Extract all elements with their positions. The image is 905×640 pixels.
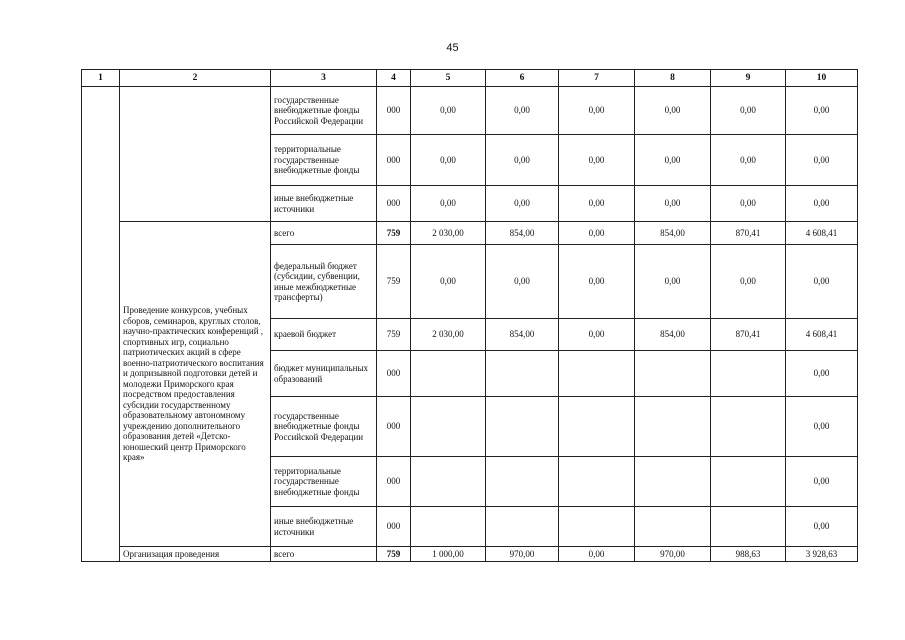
budget-table [81, 69, 858, 562]
value-cell: 0,00 [786, 135, 858, 186]
value-cell: 2 030,00 [411, 319, 486, 351]
table-row [82, 87, 858, 135]
value-cell [711, 351, 786, 397]
funding-source: всего [271, 222, 377, 245]
value-cell: 0,00 [559, 222, 635, 245]
value-cell: 970,00 [635, 547, 711, 562]
value-cell: 0,00 [786, 186, 858, 222]
value-cell: 970,00 [486, 547, 559, 562]
value-cell: 0,00 [486, 186, 559, 222]
code-cell: 759 [377, 222, 411, 245]
value-cell: 0,00 [786, 507, 858, 547]
value-cell: 0,00 [559, 186, 635, 222]
value-cell: 0,00 [711, 87, 786, 135]
value-cell: 0,00 [486, 87, 559, 135]
value-cell: 0,00 [411, 186, 486, 222]
code-cell: 000 [377, 135, 411, 186]
header-cell: 5 [411, 70, 486, 87]
value-cell: 0,00 [559, 245, 635, 319]
value-cell [711, 457, 786, 507]
funding-source: федеральный бюджет (субсидии, субвенции, иные межбюджетные трансферты) [271, 245, 377, 319]
value-cell: 0,00 [411, 245, 486, 319]
value-cell: 4 608,41 [786, 222, 858, 245]
value-cell [486, 351, 559, 397]
activity-description [120, 87, 271, 222]
value-cell: 0,00 [559, 87, 635, 135]
value-cell: 854,00 [486, 222, 559, 245]
value-cell: 1 000,00 [411, 547, 486, 562]
value-cell: 854,00 [486, 319, 559, 351]
value-cell: 0,00 [635, 87, 711, 135]
code-cell: 000 [377, 397, 411, 457]
header-cell: 9 [711, 70, 786, 87]
value-cell [711, 507, 786, 547]
funding-source: всего [271, 547, 377, 562]
header-cell: 10 [786, 70, 858, 87]
value-cell: 0,00 [559, 319, 635, 351]
code-cell: 000 [377, 351, 411, 397]
value-cell [559, 457, 635, 507]
value-cell: 0,00 [635, 245, 711, 319]
value-cell [486, 457, 559, 507]
funding-source: государственные внебюджетные фонды Российской Федерации [271, 397, 377, 457]
header-row [82, 70, 858, 87]
activity-description: Проведение конкурсов, учебных сборов, семинаров, круглых столов, научно-практических конференций , спортивных игр, социально патриотических акций в сфере военно-патриотического воспитания и допризывной подготовки детей и молодежи Приморского края посредством предоставления субсидии государственному образовательному автономному учреждению дополнительного образования детей «Детско-юношеский центр Приморского края» [120, 222, 271, 547]
value-cell: 0,00 [711, 135, 786, 186]
value-cell [411, 397, 486, 457]
value-cell: 0,00 [786, 351, 858, 397]
value-cell: 854,00 [635, 222, 711, 245]
funding-source: бюджет муниципальных образований [271, 351, 377, 397]
value-cell [486, 507, 559, 547]
value-cell: 2 030,00 [411, 222, 486, 245]
value-cell: 0,00 [635, 135, 711, 186]
value-cell: 0,00 [411, 135, 486, 186]
value-cell: 0,00 [486, 245, 559, 319]
value-cell: 0,00 [786, 87, 858, 135]
activity-description: Организация проведения [120, 547, 271, 562]
header-cell: 3 [271, 70, 377, 87]
value-cell: 0,00 [559, 135, 635, 186]
value-cell [635, 457, 711, 507]
value-cell: 870,41 [711, 222, 786, 245]
value-cell: 4 608,41 [786, 319, 858, 351]
value-cell: 0,00 [786, 245, 858, 319]
code-cell: 000 [377, 186, 411, 222]
header-cell: 1 [82, 70, 120, 87]
value-cell [559, 507, 635, 547]
value-cell: 0,00 [711, 245, 786, 319]
header-cell: 6 [486, 70, 559, 87]
header-cell: 7 [559, 70, 635, 87]
funding-source: иные внебюджетные источники [271, 507, 377, 547]
table-row [82, 222, 858, 245]
value-cell: 0,00 [786, 457, 858, 507]
value-cell: 3 928,63 [786, 547, 858, 562]
funding-source: территориальные государственные внебюджетные фонды [271, 457, 377, 507]
value-cell [559, 397, 635, 457]
value-cell: 0,00 [711, 186, 786, 222]
value-cell: 0,00 [486, 135, 559, 186]
value-cell [635, 397, 711, 457]
value-cell [635, 351, 711, 397]
value-cell: 0,00 [411, 87, 486, 135]
value-cell: 0,00 [559, 547, 635, 562]
value-cell: 0,00 [786, 397, 858, 457]
page-number: 45 [446, 42, 459, 54]
code-cell: 000 [377, 87, 411, 135]
code-cell: 759 [377, 547, 411, 562]
value-cell [635, 507, 711, 547]
funding-source: территориальные государственные внебюджетные фонды [271, 135, 377, 186]
value-cell: 854,00 [635, 319, 711, 351]
funding-source: краевой бюджет [271, 319, 377, 351]
value-cell [411, 507, 486, 547]
code-cell: 759 [377, 319, 411, 351]
value-cell [411, 351, 486, 397]
row-number-cell [82, 87, 120, 562]
funding-source: иные внебюджетные источники [271, 186, 377, 222]
code-cell: 759 [377, 245, 411, 319]
value-cell: 0,00 [635, 186, 711, 222]
code-cell: 000 [377, 457, 411, 507]
value-cell [711, 397, 786, 457]
value-cell [411, 457, 486, 507]
code-cell: 000 [377, 507, 411, 547]
funding-source: государственные внебюджетные фонды Российской Федерации [271, 87, 377, 135]
value-cell: 870,41 [711, 319, 786, 351]
value-cell: 988,63 [711, 547, 786, 562]
header-cell: 8 [635, 70, 711, 87]
header-cell: 4 [377, 70, 411, 87]
header-cell: 2 [120, 70, 271, 87]
value-cell [486, 397, 559, 457]
value-cell [559, 351, 635, 397]
table-row [82, 547, 858, 562]
